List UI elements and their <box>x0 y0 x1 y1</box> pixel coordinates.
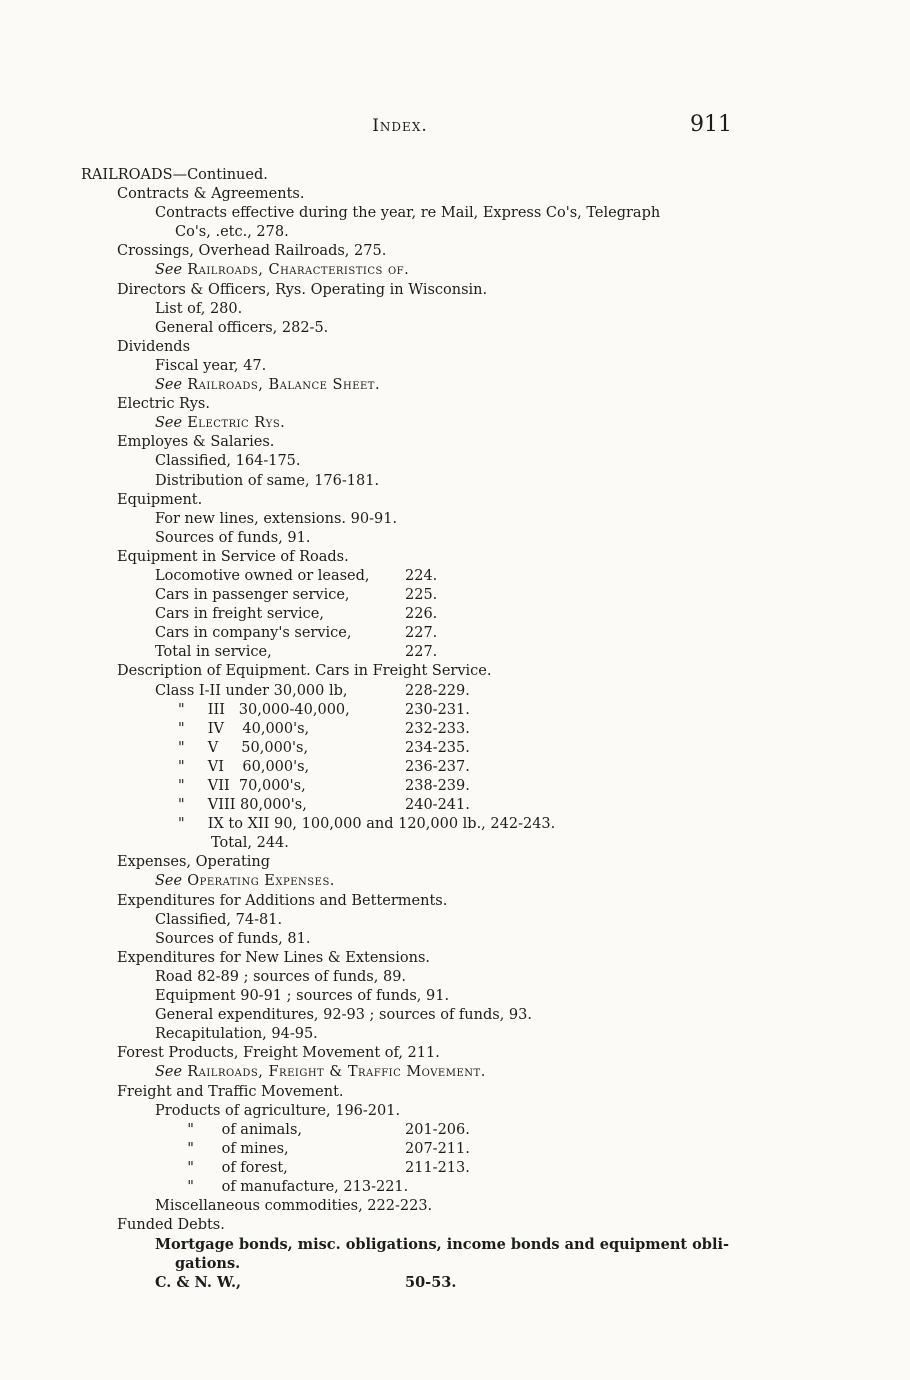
entry-text: General expenditures, 92-93 ; sources of funds, 93. <box>155 1007 532 1024</box>
entry-text: Total, 244. <box>211 835 289 852</box>
index-entry <box>81 1121 781 1140</box>
index-entry <box>81 1273 781 1292</box>
entry-text: Cars in passenger service, <box>155 587 350 604</box>
entry-text: Contracts & Agreements. <box>117 186 305 203</box>
index-entry <box>81 166 781 185</box>
entry-text: Class I-II under 30,000 lb, <box>155 682 348 699</box>
index-entry <box>81 853 781 872</box>
entry-page-ref: 234-235. <box>405 739 470 756</box>
entry-page-ref: 201-206. <box>405 1121 470 1138</box>
entry-text: " of forest, <box>155 1159 288 1176</box>
entry-text: " of manufacture, 213-221. <box>155 1178 409 1195</box>
entry-text: Equipment. <box>117 491 203 508</box>
see-label: See <box>155 415 183 432</box>
entry-text: Sources of funds, 91. <box>155 529 311 546</box>
index-entry <box>81 586 781 605</box>
entry-page-ref: 238-239. <box>405 778 470 794</box>
entry-text: gations. <box>175 1255 241 1273</box>
index-entry <box>81 204 781 223</box>
entry-page-ref: 50-53. <box>405 1274 457 1292</box>
entry-text: Classified, 74-81. <box>155 911 283 928</box>
entry-text: Dividends <box>117 338 191 355</box>
index-entry <box>81 357 781 376</box>
entry-text: Co's, .etc., 278. <box>175 224 289 241</box>
cross-reference: Railroads, Balance Sheet. <box>182 377 381 394</box>
index-entry <box>81 872 781 891</box>
index-entry <box>81 1178 781 1197</box>
index-entry <box>81 892 781 911</box>
entry-text: Freight and Traffic Movement. <box>117 1083 344 1100</box>
index-entry <box>81 1006 781 1025</box>
index-entry <box>81 777 781 796</box>
entry-text: " IV 40,000's, <box>155 720 310 737</box>
index-entry <box>81 720 781 739</box>
see-label: See <box>155 262 183 279</box>
index-entry <box>81 643 781 662</box>
index-entry <box>81 1140 781 1159</box>
index-entry <box>81 968 781 987</box>
index-entry <box>81 261 781 280</box>
index-entry <box>81 510 781 529</box>
entry-text: " of animals, <box>155 1121 302 1138</box>
running-title: Index. <box>372 116 428 136</box>
index-entry <box>81 472 781 491</box>
index-entry <box>81 758 781 777</box>
entry-text: Expenditures for Additions and Betterments. <box>117 892 448 909</box>
index-entry <box>81 930 781 949</box>
index-entry <box>81 223 781 242</box>
index-entry <box>81 452 781 471</box>
entry-text: Distribution of same, 176-181. <box>155 472 380 489</box>
entry-text: List of, 280. <box>155 300 243 317</box>
index-entry <box>81 1102 781 1121</box>
index-entry <box>81 376 781 395</box>
entry-page-ref: 232-233. <box>405 720 470 737</box>
entry-text: Expenses, Operating <box>117 854 271 871</box>
entry-text: " V 50,000's, <box>155 739 309 756</box>
index-entry <box>81 1025 781 1044</box>
index-entry <box>81 1063 781 1082</box>
entry-text: Sources of funds, 81. <box>155 930 311 947</box>
entry-text: Crossings, Overhead Railroads, 275. <box>117 243 387 260</box>
entry-page-ref: 230-231. <box>405 701 470 718</box>
entry-text: Locomotive owned or leased, <box>155 567 370 584</box>
entry-page-ref: 207-211. <box>405 1140 470 1157</box>
entry-text: " III 30,000-40,000, <box>155 701 350 718</box>
entry-text: Miscellaneous commodities, 222-223. <box>155 1198 433 1215</box>
entry-page-ref: 227. <box>405 644 438 661</box>
index-entry <box>81 682 781 701</box>
index-entry <box>81 395 781 414</box>
index-entry <box>81 319 781 338</box>
entry-text: Total in service, <box>155 644 272 661</box>
entry-text: Fiscal year, 47. <box>155 357 267 374</box>
see-label: See <box>155 1064 183 1081</box>
index-entry <box>81 987 781 1006</box>
entry-text: " VIII 80,000's, <box>155 797 307 814</box>
entry-text: General officers, 282-5. <box>155 319 329 336</box>
index-entry <box>81 624 781 643</box>
index-entry <box>81 1159 781 1178</box>
page-number: 911 <box>690 112 732 137</box>
index-entry <box>81 1235 781 1254</box>
entry-text: Mortgage bonds, misc. obligations, income bonds and equipment obli- <box>155 1236 729 1254</box>
entry-text: " IX to XII 90, 100,000 and 120,000 lb., 242-243. <box>155 816 556 833</box>
entry-text: Contracts effective during the year, re Mail, Express Co's, Telegraph <box>155 205 661 222</box>
index-entry <box>81 911 781 930</box>
entry-text: Employes & Salaries. <box>117 434 275 451</box>
entry-page-ref: 227. <box>405 625 438 642</box>
index-entry <box>81 739 781 758</box>
cross-reference: Railroads, Characteristics of. <box>182 262 410 279</box>
cross-reference: Operating Expenses. <box>182 873 335 890</box>
entry-page-ref: 228-229. <box>405 682 470 699</box>
entry-text: " of mines, <box>155 1140 289 1157</box>
index-entry <box>81 949 781 968</box>
see-label: See <box>155 873 183 890</box>
entry-text: Products of agriculture, 196-201. <box>155 1102 401 1119</box>
index-body <box>81 166 781 1293</box>
index-entry <box>81 796 781 815</box>
index-entry <box>81 1044 781 1063</box>
entry-text: Road 82-89 ; sources of funds, 89. <box>155 968 407 985</box>
index-entry <box>81 300 781 319</box>
index-entry <box>81 242 781 261</box>
cross-reference: Railroads, Freight & Traffic Movement. <box>182 1064 486 1081</box>
entry-text: C. & N. W., <box>155 1274 242 1292</box>
entry-text: Electric Rys. <box>117 396 210 413</box>
cross-reference: Electric Rys. <box>182 415 286 432</box>
entry-text: For new lines, extensions. 90-91. <box>155 510 398 527</box>
entry-page-ref: 211-213. <box>405 1159 470 1176</box>
index-entry <box>81 1083 781 1102</box>
index-entry <box>81 548 781 567</box>
entry-text: " VI 60,000's, <box>155 758 310 775</box>
entry-text: Cars in freight service, <box>155 606 324 623</box>
index-entry <box>81 338 781 357</box>
index-entry <box>81 433 781 452</box>
entry-text: Equipment in Service of Roads. <box>117 548 349 565</box>
index-entry <box>81 414 781 433</box>
entry-text: " VII 70,000's, <box>155 778 306 794</box>
see-label: See <box>155 377 183 394</box>
index-entry <box>81 701 781 720</box>
entry-page-ref: 226. <box>405 606 438 623</box>
index-entry <box>81 1197 781 1216</box>
entry-text: Cars in company's service, <box>155 625 352 642</box>
index-entry <box>81 529 781 548</box>
entry-text: Equipment 90-91 ; sources of funds, 91. <box>155 988 450 1005</box>
entry-text: Funded Debts. <box>117 1217 225 1234</box>
entry-page-ref: 224. <box>405 567 438 584</box>
index-entry <box>81 1254 781 1273</box>
entry-text: Classified, 164-175. <box>155 453 301 470</box>
entry-text: Directors & Officers, Rys. Operating in Wisconsin. <box>117 281 488 298</box>
index-entry <box>81 281 781 300</box>
entry-page-ref: 240-241. <box>405 797 470 814</box>
entry-text: Description of Equipment. Cars in Freight Service. <box>117 663 492 680</box>
index-entry <box>81 605 781 624</box>
index-entry <box>81 662 781 681</box>
entry-text: Recapitulation, 94-95. <box>155 1026 318 1043</box>
index-entry <box>81 834 781 853</box>
entry-text: Expenditures for New Lines & Extensions. <box>117 949 430 966</box>
index-entry <box>81 1216 781 1235</box>
index-entry <box>81 491 781 510</box>
entry-text: RAILROADS—Continued. <box>81 167 268 183</box>
entry-text: Forest Products, Freight Movement of, 211. <box>117 1045 440 1062</box>
entry-page-ref: 225. <box>405 587 438 604</box>
entry-page-ref: 236-237. <box>405 758 470 775</box>
index-entry <box>81 185 781 204</box>
index-entry <box>81 815 781 834</box>
index-entry <box>81 567 781 586</box>
